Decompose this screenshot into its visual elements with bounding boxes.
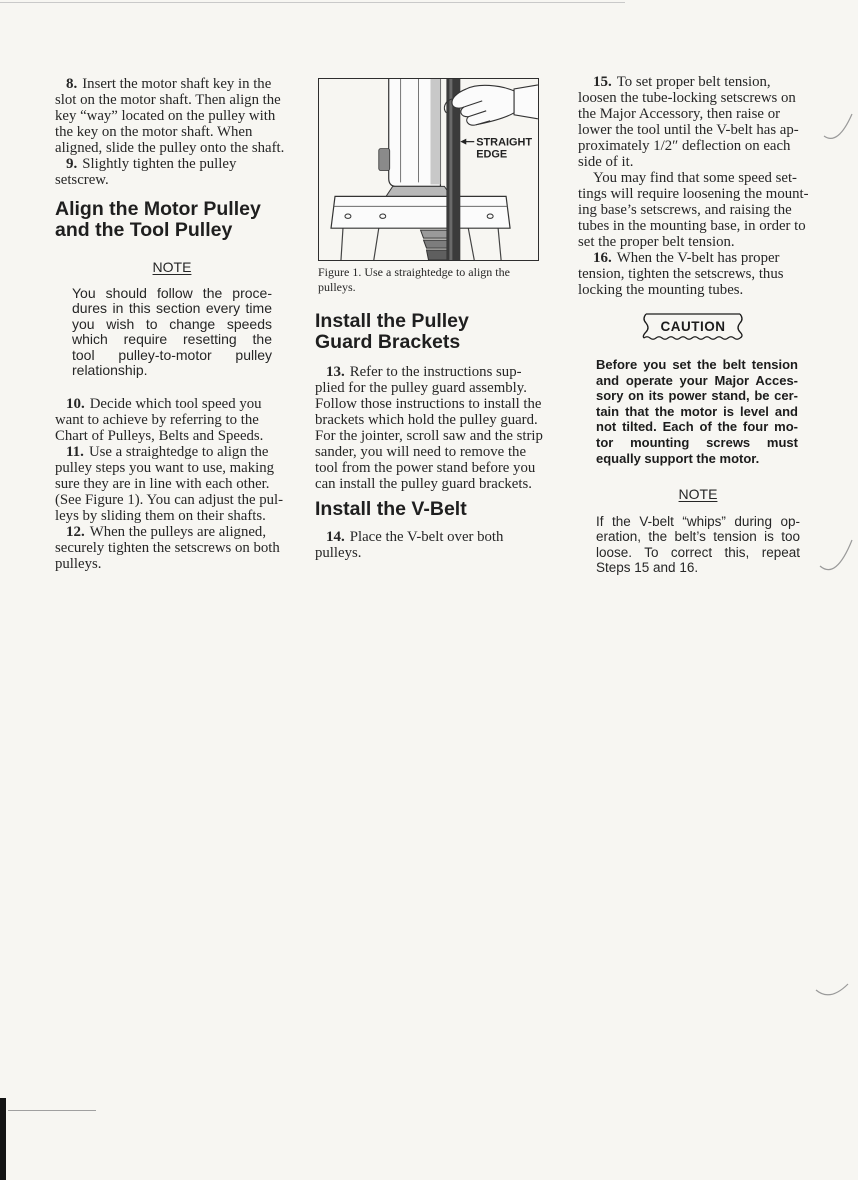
note-label: NOTE — [152, 259, 192, 275]
step-line — [55, 156, 290, 172]
callout-label: STRAIGHT — [476, 136, 533, 149]
step-number: 10. — [66, 396, 85, 412]
step-number: 15. — [593, 74, 612, 90]
step-10 — [55, 396, 290, 444]
stand-legs — [341, 228, 501, 260]
step-16 — [578, 250, 818, 298]
step-line — [55, 524, 290, 540]
caution-banner — [638, 310, 748, 342]
caution-line: tain that the motor is level and — [596, 403, 798, 419]
step-text: When the V-belt has proper — [616, 250, 780, 266]
note-text — [72, 286, 272, 378]
caution-line: tor mounting screws must — [596, 434, 798, 450]
speed-settings-paragraph — [578, 170, 818, 250]
heading-line: Install the V-Belt — [315, 498, 467, 520]
step-line: pulley steps you want to use, making — [55, 460, 275, 476]
callout-arrow — [460, 139, 474, 145]
step-line — [55, 444, 290, 460]
paragraph-line: set the proper belt tension. — [578, 234, 735, 250]
step-line: proximately 1/2″ deflection on each — [578, 138, 791, 154]
step-line — [315, 529, 553, 545]
step-line — [315, 364, 553, 380]
step-line: tension, tighten the setscrews, thus — [578, 266, 784, 282]
step-line — [578, 250, 818, 266]
step-text: Slightly tighten the pulley — [82, 156, 237, 172]
step-number: 14. — [326, 529, 345, 545]
heading-line: and the Tool Pulley — [55, 219, 233, 241]
scan-top-edge-line — [0, 2, 625, 3]
step-line: Chart of Pulleys, Belts and Speeds. — [55, 428, 264, 444]
paragraph-line: tubes in the mounting base, in order to — [578, 218, 806, 234]
caption-line: Figure 1. Use a straightedge to align the — [318, 265, 510, 279]
note-text — [596, 514, 800, 575]
step-number: 13. — [326, 364, 345, 380]
figure-1-illustration — [318, 78, 539, 261]
note-line: You should follow the proce- — [72, 285, 272, 301]
step-line: aligned, slide the pulley onto the shaft. — [55, 140, 285, 156]
step-line: the Major Accessory, then raise or — [578, 106, 781, 122]
step-line: sure they are in line with each other. — [55, 476, 270, 492]
step-line — [578, 74, 818, 90]
note-line: If the V-belt “whips” during op- — [596, 514, 800, 529]
note-line: Steps 15 and 16. — [596, 559, 699, 575]
step-line: plied for the pulley guard assembly. — [315, 380, 527, 396]
step-line: lower the tool until the V-belt has ap- — [578, 122, 799, 138]
step-line: locking the mounting tubes. — [578, 282, 744, 298]
section-heading-guard-brackets — [315, 311, 553, 353]
step-line: brackets which hold the pulley guard. — [315, 412, 538, 428]
step-line: (See Figure 1). You can adjust the pul- — [55, 492, 284, 508]
step-11 — [55, 444, 290, 524]
step-line: pulleys. — [315, 545, 362, 561]
step-text: Decide which tool speed you — [89, 396, 262, 412]
caution-line: and operate your Major Acces- — [596, 372, 798, 388]
step-line: Follow those instructions to install the — [315, 396, 542, 412]
paragraph-line: tings will require loosening the mount- — [578, 186, 809, 202]
note-line: tool pulley-to-motor pulley — [72, 346, 272, 363]
step-line: pulleys. — [55, 556, 102, 572]
caution-text — [596, 357, 798, 466]
step-number: 8. — [66, 76, 78, 92]
step-line — [55, 396, 290, 412]
section-heading-v-belt — [315, 499, 553, 520]
step-line: For the jointer, scroll saw and the strip — [315, 428, 543, 444]
note-line: loose. To correct this, repeat — [596, 544, 800, 560]
step-line: leys by sliding them on their shafts. — [55, 508, 266, 524]
step-12 — [55, 524, 290, 572]
step-line: key “way” located on the pulley with — [55, 108, 276, 124]
step-line: the key on the motor shaft. When — [55, 124, 253, 140]
caution-line: Before you set the belt tension — [596, 357, 798, 372]
scan-left-edge-shadow — [0, 1098, 6, 1180]
note-line: which require resetting the — [72, 331, 272, 348]
caution-line: sory on its power stand, be cer- — [596, 388, 798, 404]
step-number: 12. — [66, 524, 85, 540]
step-number: 9. — [66, 156, 78, 172]
step-text: Refer to the instructions sup- — [349, 364, 522, 380]
note-line: dures in this section every time — [72, 300, 272, 317]
step-line: side of it. — [578, 154, 634, 170]
step-line — [55, 76, 290, 92]
step-line: setscrew. — [55, 172, 109, 188]
step-number: 11. — [66, 444, 84, 460]
caution-line: not tilted. Each of the four mo- — [596, 419, 798, 435]
callout-label: EDGE — [476, 148, 508, 161]
step-text: Use a straightedge to align the — [88, 444, 269, 460]
step-14 — [315, 529, 553, 561]
step-line: tool from the power stand before you — [315, 460, 536, 476]
caption-line: pulleys. — [318, 280, 356, 294]
step-15 — [578, 74, 818, 170]
step-line: can install the pulley guard brackets. — [315, 476, 532, 492]
paragraph-line: You may find that some speed set- — [593, 170, 797, 186]
knob-icon — [379, 149, 390, 171]
heading-line: Guard Brackets — [315, 331, 461, 353]
step-text: Insert the motor shaft key in the — [82, 76, 272, 92]
note-line: eration, the belt’s tension is too — [596, 529, 800, 545]
paragraph-line: ing base’s setscrews, and raising the — [578, 202, 792, 218]
step-text: When the pulleys are aligned, — [89, 524, 267, 540]
figure-caption — [318, 265, 550, 295]
step-text: To set proper belt tension, — [616, 74, 771, 90]
machine-housing — [379, 79, 453, 198]
step-text: Place the V-belt over both — [349, 529, 504, 545]
step-8 — [55, 76, 290, 156]
heading-line: Install the Pulley — [315, 310, 469, 332]
scan-bottom-edge-line — [8, 1110, 96, 1111]
step-line: securely tighten the setscrews on both — [55, 540, 280, 556]
step-line: slot on the motor shaft. Then align the — [55, 92, 281, 108]
caution-line: equally support the motor. — [596, 450, 760, 466]
step-13 — [315, 364, 553, 492]
note-line: relationship. — [72, 361, 148, 378]
caution-label: CAUTION — [660, 318, 726, 334]
step-number: 16. — [593, 250, 612, 266]
note-line: you wish to change speeds — [72, 315, 272, 332]
step-line: want to achieve by referring to the — [55, 412, 259, 428]
section-heading-align-pulleys — [55, 199, 290, 241]
step-line: sander, you will need to remove the — [315, 444, 527, 460]
step-9 — [55, 156, 290, 188]
heading-line: Align the Motor Pulley — [55, 198, 261, 220]
note-label: NOTE — [678, 486, 718, 502]
step-line: loosen the tube-locking setscrews on — [578, 90, 796, 106]
base-plate — [331, 196, 510, 228]
